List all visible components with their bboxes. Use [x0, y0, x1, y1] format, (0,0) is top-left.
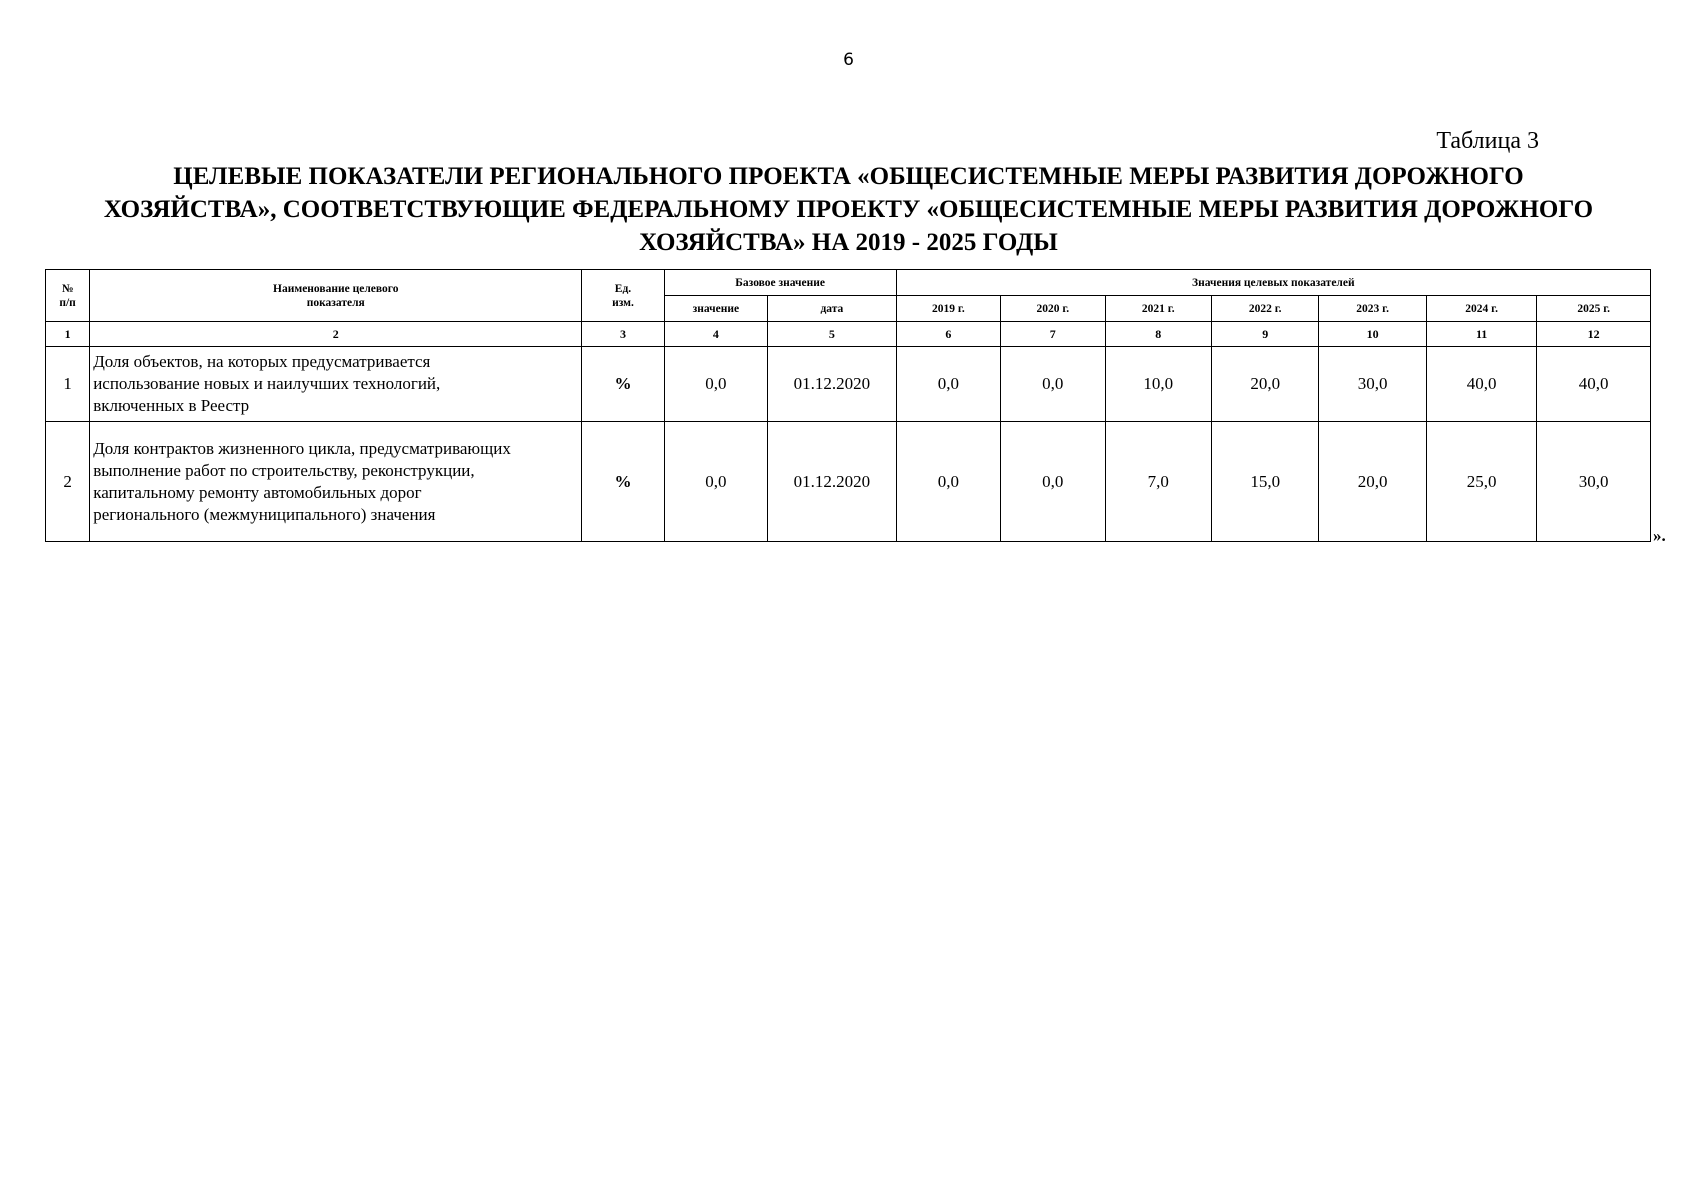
indicator-name: [90, 347, 582, 422]
header-year: 2022 г.: [1211, 296, 1318, 322]
header-year: 2020 г.: [1001, 296, 1105, 322]
target-value: 25,0: [1426, 422, 1536, 542]
header-name-line: показателя: [306, 296, 365, 309]
header-unit-line: Ед.: [614, 282, 632, 295]
title-line: ЦЕЛЕВЫЕ ПОКАЗАТЕЛИ РЕГИОНАЛЬНОГО ПРОЕКТА «ОБЩЕСИСТЕМНЫЕ МЕРЫ РАЗВИТИЯ ДОРОЖНОГО: [173, 163, 1524, 190]
indicator-name-line: включенных в Реестр: [93, 396, 250, 415]
title-line: ХОЗЯЙСТВА», СООТВЕТСТВУЮЩИЕ ФЕДЕРАЛЬНОМУ ПРОЕКТУ «ОБЩЕСИСТЕМНЫЕ МЕРЫ РАЗВИТИЯ ДОРОЖНОГО: [103, 196, 1594, 223]
column-number: 9: [1211, 322, 1318, 347]
header-targets-group: Значения целевых показателей: [896, 270, 1650, 296]
header-year: 2024 г.: [1426, 296, 1536, 322]
header-name-line: Наименование целевого: [273, 282, 399, 295]
column-number: 6: [896, 322, 1000, 347]
target-value: 10,0: [1105, 347, 1211, 422]
target-value: 20,0: [1211, 347, 1318, 422]
target-value: 0,0: [896, 422, 1000, 542]
indicator-name-line: выполнение работ по строительству, реконструкции,: [93, 460, 475, 480]
header-year: 2025 г.: [1537, 296, 1651, 322]
target-value: 15,0: [1211, 422, 1318, 542]
header-num-line: №: [61, 282, 74, 295]
column-number: 5: [768, 322, 897, 347]
table-row: [46, 422, 1651, 542]
table-label: Таблица 3: [1436, 128, 1539, 154]
page-number: 6: [843, 50, 854, 70]
column-number-row: [46, 322, 1651, 347]
base-value: 0,0: [664, 422, 767, 542]
base-value: 0,0: [664, 347, 767, 422]
column-number: 2: [90, 322, 582, 347]
target-value: 0,0: [1001, 347, 1105, 422]
row-num: 1: [46, 347, 90, 422]
header-row: [46, 270, 1651, 296]
header-year: 2023 г.: [1319, 296, 1426, 322]
header-year: 2021 г.: [1105, 296, 1211, 322]
document-title: [40, 160, 1657, 259]
closing-quote: ».: [1653, 526, 1666, 545]
target-value: 40,0: [1426, 347, 1536, 422]
header-base-date: дата: [768, 296, 897, 322]
base-date: 01.12.2020: [768, 422, 897, 542]
header-unit-line: изм.: [612, 296, 634, 309]
title-line: ХОЗЯЙСТВА» НА 2019 - 2025 ГОДЫ: [639, 229, 1058, 256]
header-num: [46, 270, 90, 322]
target-value: 0,0: [1001, 422, 1105, 542]
unit: %: [582, 347, 664, 422]
target-value: 7,0: [1105, 422, 1211, 542]
indicator-name-line: регионального (межмуниципального) значения: [93, 504, 436, 524]
header-year: 2019 г.: [896, 296, 1000, 322]
target-value: 40,0: [1537, 347, 1651, 422]
indicator-name: [90, 422, 582, 542]
target-value: 30,0: [1319, 347, 1426, 422]
column-number: 8: [1105, 322, 1211, 347]
header-name: [90, 270, 582, 322]
indicator-name-line: Доля контрактов жизненного цикла, предусматривающих: [93, 438, 511, 458]
column-number: 4: [664, 322, 767, 347]
indicator-name-line: использование новых и наилучших технологий,: [93, 374, 441, 393]
indicator-name-line: капитальному ремонту автомобильных дорог: [93, 482, 422, 502]
target-value: 0,0: [896, 347, 1000, 422]
target-value: 20,0: [1319, 422, 1426, 542]
header-unit: [582, 270, 664, 322]
column-number: 7: [1001, 322, 1105, 347]
header-base-group: Базовое значение: [664, 270, 896, 296]
column-number: 10: [1319, 322, 1426, 347]
target-value: 30,0: [1537, 422, 1651, 542]
indicator-name-line: Доля объектов, на которых предусматривается: [93, 352, 431, 371]
header-num-line: п/п: [59, 296, 76, 309]
base-date: 01.12.2020: [768, 347, 897, 422]
row-num: 2: [46, 422, 90, 542]
column-number: 3: [582, 322, 664, 347]
column-number: 12: [1537, 322, 1651, 347]
unit: %: [582, 422, 664, 542]
table-row: [46, 347, 1651, 422]
column-number: 1: [46, 322, 90, 347]
header-base-value: значение: [664, 296, 767, 322]
indicators-table: [45, 269, 1651, 542]
column-number: 11: [1426, 322, 1536, 347]
